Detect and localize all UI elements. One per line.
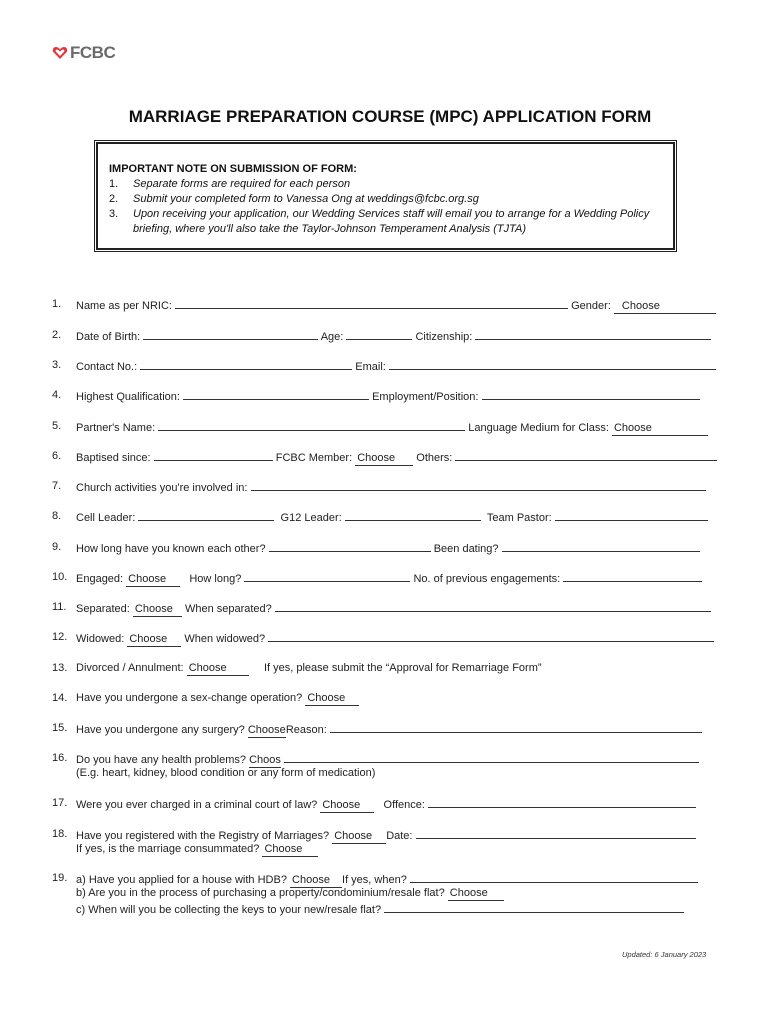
label-when-separated: When separated?	[184, 603, 272, 615]
label-partner-name: Partner's Name:	[76, 422, 156, 434]
previous-engagements-field[interactable]	[563, 570, 702, 582]
church-activities-field[interactable]	[251, 479, 706, 491]
label-previous-engagements: No. of previous engagements:	[413, 573, 561, 585]
remarriage-note: If yes, please submit the “Approval for Remarriage Form”	[263, 662, 542, 674]
label-email: Email:	[355, 361, 386, 373]
g12-leader-field[interactable]	[345, 509, 481, 521]
label-engaged: Engaged:	[76, 573, 124, 585]
age-field[interactable]	[346, 328, 412, 340]
question-number: 2.	[52, 329, 62, 341]
note-item	[109, 192, 666, 207]
known-duration-field[interactable]	[269, 540, 431, 552]
label-been-dating: Been dating?	[433, 543, 499, 555]
gender-select[interactable]: Choose	[614, 300, 716, 314]
cell-leader-field[interactable]	[138, 509, 274, 521]
engaged-duration-field[interactable]	[244, 570, 410, 582]
label-separated: Separated:	[76, 603, 130, 615]
widowed-select[interactable]: Choose	[127, 633, 181, 647]
label-others: Others:	[416, 452, 453, 464]
heart-logo-icon	[52, 45, 68, 61]
separated-select[interactable]: Choose	[133, 603, 182, 617]
registry-select[interactable]: Choose	[332, 830, 386, 844]
label-team-pastor: Team Pastor:	[486, 512, 552, 524]
updated-date: Updated: 6 January 2023	[622, 950, 707, 959]
label-name: Name as per NRIC:	[76, 300, 172, 312]
label-sex-change: Have you undergone a sex-change operation?	[76, 692, 303, 704]
when-widowed-field[interactable]	[268, 630, 714, 642]
note-item-text: Separate forms are required for each person	[133, 178, 351, 190]
label-fcbc-member: FCBC Member:	[275, 452, 353, 464]
hdb-when-field[interactable]	[410, 871, 698, 883]
important-note-box	[94, 140, 677, 252]
divorced-select[interactable]: Choose	[187, 662, 249, 676]
label-church-activities: Church activities you're involved in:	[76, 482, 248, 494]
note-item-number: 2.	[109, 193, 119, 205]
note-item	[109, 177, 666, 192]
language-select[interactable]: Choose	[612, 422, 708, 436]
note-item-number: 3.	[109, 208, 119, 220]
label-health-problems: Do you have any health problems?	[76, 754, 246, 766]
question-number: 10.	[52, 571, 68, 583]
contact-field[interactable]	[140, 358, 352, 370]
label-qualification: Highest Qualification:	[76, 391, 180, 403]
health-select[interactable]: Choos	[249, 754, 281, 766]
note-item-number: 1.	[109, 178, 119, 190]
question-number: 4.	[52, 389, 62, 401]
question-number: 13.	[52, 662, 68, 674]
partner-name-field[interactable]	[158, 419, 465, 431]
question-number: 11.	[52, 601, 67, 613]
label-criminal-court: Were you ever charged in a criminal court of law?	[76, 799, 318, 811]
consummated-select[interactable]: Choose	[262, 843, 318, 857]
team-pastor-field[interactable]	[555, 509, 708, 521]
label-if-yes-when: If yes, when?	[342, 874, 407, 886]
question-number: 12.	[52, 631, 68, 643]
health-details-field[interactable]	[284, 751, 699, 763]
label-age: Age:	[320, 331, 344, 343]
registry-date-field[interactable]	[416, 827, 696, 839]
dating-duration-field[interactable]	[502, 540, 700, 552]
label-language: Language Medium for Class:	[468, 422, 609, 434]
collecting-keys-field[interactable]	[384, 901, 684, 913]
label-known-each-other: How long have you known each other?	[76, 543, 266, 555]
label-widowed: Widowed:	[76, 633, 125, 645]
label-citizenship: Citizenship:	[415, 331, 473, 343]
label-consummated: If yes, is the marriage consummated?	[76, 843, 260, 855]
offence-field[interactable]	[428, 796, 696, 808]
label-dob: Date of Birth:	[76, 331, 141, 343]
question-number: 16.	[52, 752, 68, 764]
name-field[interactable]	[175, 297, 568, 309]
label-hdb: a) Have you applied for a house with HDB?	[76, 874, 287, 886]
citizenship-field[interactable]	[475, 328, 711, 340]
label-employment: Employment/Position:	[372, 391, 479, 403]
label-when-widowed: When widowed?	[184, 633, 266, 645]
note-item-text: Submit your completed form to Vanessa Ong at weddings@fcbc.org.sg	[133, 193, 479, 205]
question-number: 15.	[52, 722, 68, 734]
question-number: 1.	[52, 298, 62, 310]
engaged-select[interactable]: Choose	[126, 573, 180, 587]
note-item	[109, 207, 666, 237]
purchasing-select[interactable]: Choose	[448, 887, 504, 901]
note-heading: IMPORTANT NOTE ON SUBMISSION OF FORM:	[109, 163, 357, 175]
fcbc-logo	[52, 43, 115, 63]
label-cell-leader: Cell Leader:	[76, 512, 136, 524]
note-list	[109, 177, 666, 237]
question-number: 17.	[52, 797, 68, 809]
logo-text: FCBC	[70, 43, 116, 62]
health-hint: (E.g. heart, kidney, blood condition or any form of medication)	[76, 767, 376, 779]
page-title: MARRIAGE PREPARATION COURSE (MPC) APPLICATION FORM	[128, 107, 652, 126]
question-number: 5.	[52, 420, 62, 432]
note-item-text: Upon receiving your application, our Wedding Services staff will email you to arrange for a Wedding Policy briefing, where you'll also take the Taylor-Johnson Temperament Analysis (TJTA)	[133, 208, 650, 235]
label-date: Date:	[386, 830, 413, 842]
label-baptised: Baptised since:	[76, 452, 151, 464]
question-number: 8.	[52, 510, 62, 522]
label-g12-leader: G12 Leader:	[280, 512, 342, 524]
fcbc-member-select[interactable]: Choose	[355, 452, 413, 466]
others-field[interactable]	[455, 449, 717, 461]
label-surgery: Have you undergone any surgery?	[76, 724, 245, 736]
label-how-long: How long?	[189, 573, 242, 585]
label-purchasing-property: b) Are you in the process of purchasing a property/condominium/resale flat?	[76, 887, 445, 899]
label-gender: Gender:	[571, 300, 611, 312]
question-number: 18.	[52, 828, 68, 840]
question-number: 19.	[52, 872, 68, 884]
email-field[interactable]	[389, 358, 716, 370]
employment-field[interactable]	[482, 388, 700, 400]
question-number: 9.	[52, 541, 62, 553]
reason-field[interactable]	[330, 721, 702, 733]
surgery-select[interactable]: Choose	[247, 724, 286, 736]
label-registry: Have you registered with the Registry of Marriages?	[76, 830, 330, 842]
dob-field[interactable]	[143, 328, 318, 340]
label-offence: Offence:	[383, 799, 425, 811]
question-number: 14.	[52, 692, 68, 704]
hdb-select[interactable]: Choose	[290, 874, 342, 888]
label-collecting-keys: c) When will you be collecting the keys to your new/resale flat?	[76, 904, 382, 916]
baptised-field[interactable]	[154, 449, 273, 461]
label-reason: Reason:	[285, 724, 327, 736]
label-contact: Contact No.:	[76, 361, 138, 373]
question-number: 7.	[52, 480, 62, 492]
qualification-field[interactable]	[183, 388, 369, 400]
question-number: 6.	[52, 450, 62, 462]
when-separated-field[interactable]	[275, 600, 711, 612]
label-divorced: Divorced / Annulment:	[76, 662, 184, 674]
sex-change-select[interactable]: Choose	[305, 692, 359, 706]
question-number: 3.	[52, 359, 62, 371]
criminal-court-select[interactable]: Choose	[320, 799, 374, 813]
